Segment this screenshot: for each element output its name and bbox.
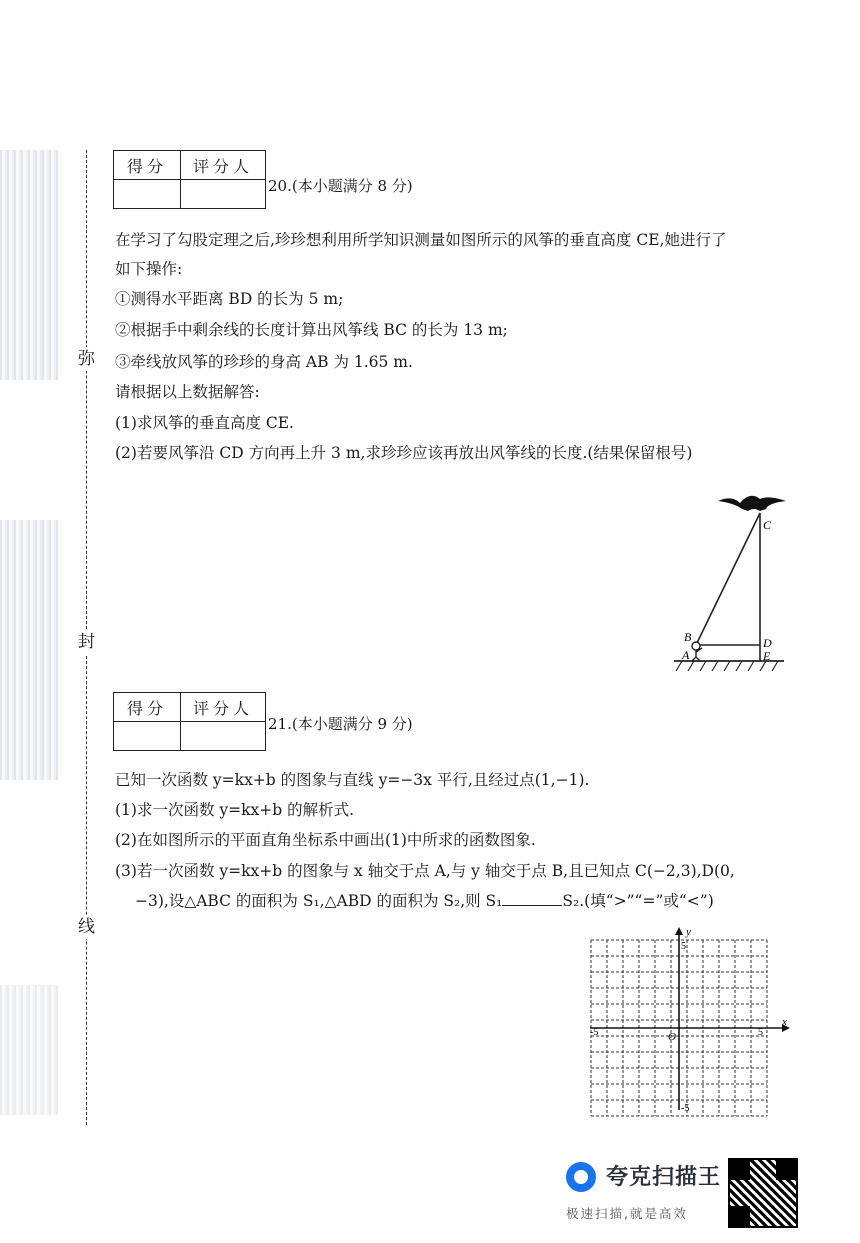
grader-header: 评分人: [181, 151, 266, 180]
line-bc: [696, 513, 760, 645]
tick-y5: 5: [681, 941, 686, 952]
score-table-q20: [113, 150, 266, 209]
scan-shadow-top: [0, 150, 58, 380]
q20-title: 20.(本小题满分 8 分): [268, 177, 413, 195]
score-header: 得分: [114, 693, 181, 722]
q20-intro-line1: 在学习了勾股定理之后,珍珍想利用所学知识测量如图所示的风筝的垂直高度 CE,她进行了: [115, 231, 727, 249]
label-e: E: [763, 649, 771, 663]
coordinate-grid: [582, 925, 797, 1120]
brand-name: 夸克扫描王: [606, 1165, 722, 1190]
x-axis-label: x: [782, 1016, 787, 1028]
qr-code-icon: [728, 1158, 798, 1228]
grader-cell[interactable]: [181, 722, 266, 751]
score-table-q21: [113, 692, 266, 751]
q21-part1: (1)求一次函数 y=kx+b 的解析式.: [115, 801, 355, 819]
tick-yn5: -5: [681, 1103, 690, 1114]
q21-title: 21.(本小题满分 9 分): [268, 715, 413, 733]
q21-part2: (2)在如图所示的平面直角坐标系中画出(1)中所求的函数图象.: [115, 831, 536, 849]
grader-cell[interactable]: [181, 180, 266, 209]
label-d: D: [763, 636, 772, 650]
quark-logo-icon: [566, 1162, 596, 1192]
label-b: B: [684, 630, 692, 644]
q21-part3-line1: (3)若一次函数 y=kx+b 的图象与 x 轴交于点 A,与 y 轴交于点 B,且已知点 C(−2,3),D(0,: [115, 862, 735, 880]
gutter-char-1: 弥: [78, 349, 95, 369]
q20-intro-line2: 如下操作:: [115, 260, 183, 278]
q21-intro: 已知一次函数 y=kx+b 的图象与直线 y=−3x 平行,且经过点(1,−1).: [115, 771, 590, 789]
q21-part3-line2: [135, 889, 714, 913]
q20-ask: 请根据以上数据解答:: [115, 383, 260, 401]
answer-blank[interactable]: [502, 891, 562, 906]
gutter-char-3: 线: [78, 917, 95, 937]
kite-figure: [668, 485, 788, 675]
grader-header: 评分人: [181, 693, 266, 722]
score-cell[interactable]: [114, 180, 181, 209]
scan-shadow-mid: [0, 520, 58, 780]
y-axis-arrow: [675, 927, 683, 935]
label-c: C: [763, 518, 772, 532]
q20-step3: ③牵线放风筝的珍珍的身高 AB 为 1.65 m.: [115, 353, 413, 371]
y-axis-label: y: [686, 926, 691, 938]
score-cell[interactable]: [114, 722, 181, 751]
q20-part2: (2)若要风筝沿 CD 方向再上升 3 m,求珍珍应该再放出风筝线的长度.(结果保留根号): [115, 444, 693, 462]
q20-step1: ①测得水平距离 BD 的长为 5 m;: [115, 290, 344, 308]
q20-step2: ②根据手中剩余线的长度计算出风筝线 BC 的长为 13 m;: [115, 321, 508, 339]
tick-xn5: -5: [590, 1027, 599, 1038]
q20-part1: (1)求风筝的垂直高度 CE.: [115, 414, 294, 432]
person-head: [692, 642, 700, 650]
scan-shadow-low: [0, 985, 58, 1115]
tick-x5: 5: [758, 1027, 763, 1038]
q21-part3-pre: −3),设△ABC 的面积为 S₁,△ABD 的面积为 S₂,则 S₁: [135, 892, 503, 910]
kite-bird-icon: [718, 496, 786, 511]
q21-part3-post: S₂.(填“>”“=”或“<”): [562, 892, 714, 910]
label-a: A: [682, 648, 690, 662]
gutter-char-2: 封: [78, 632, 95, 652]
brand-slogan: 极速扫描,就是高效: [566, 1206, 688, 1221]
origin-label: O: [668, 1031, 676, 1043]
score-header: 得分: [114, 151, 181, 180]
scanner-watermark: [566, 1158, 806, 1228]
